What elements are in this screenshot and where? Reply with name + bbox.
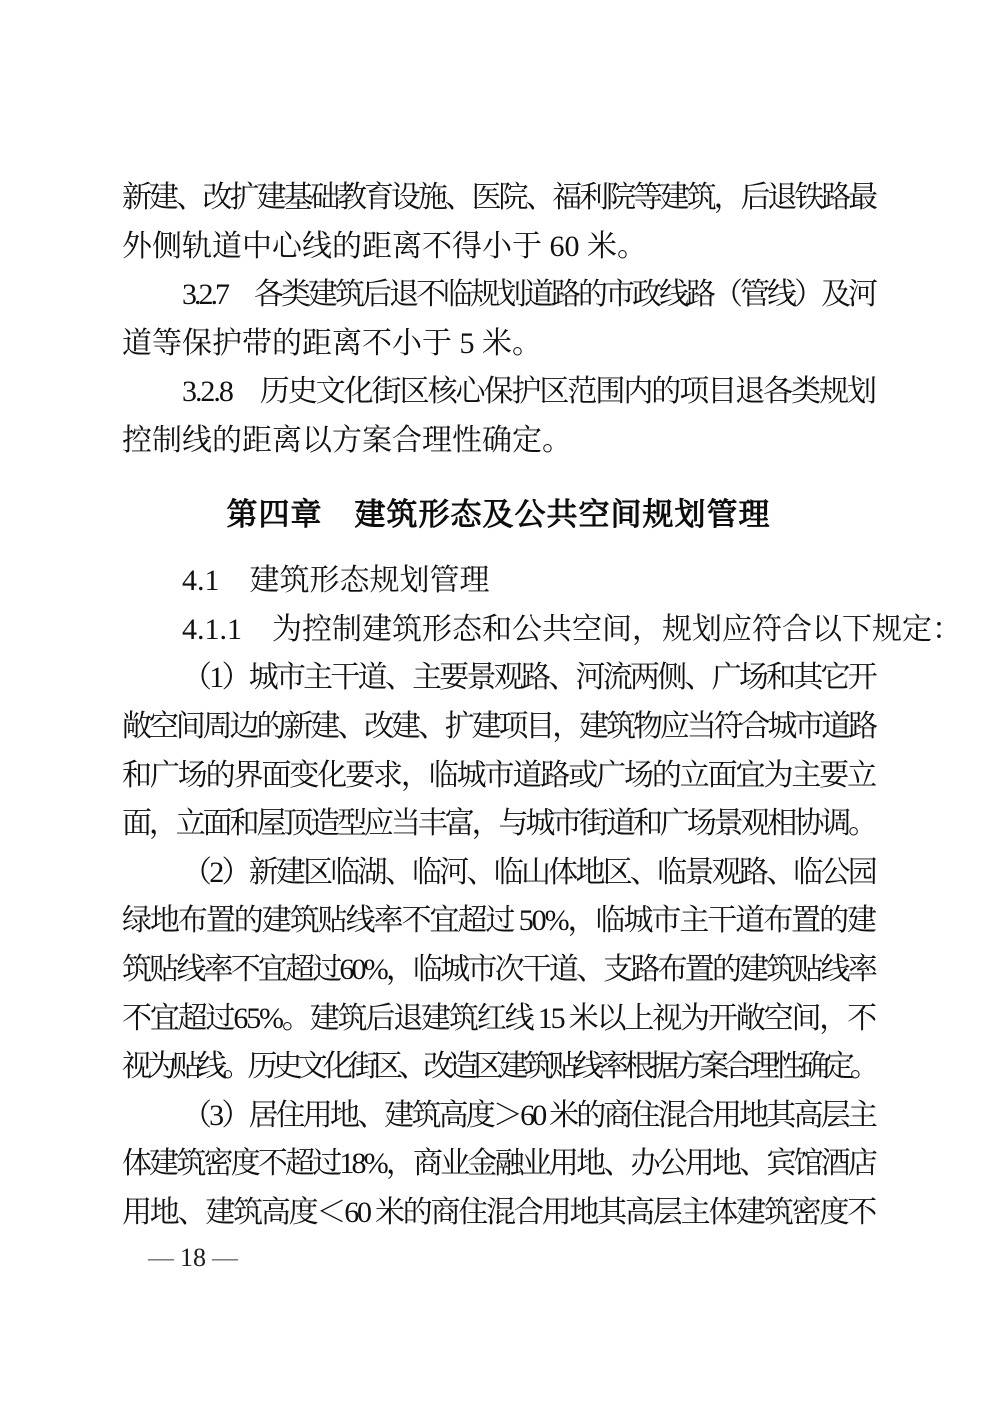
- text-line: 不宜超过65%。建筑后退建筑红线 15 米以上视为开敞空间，不: [122, 1001, 875, 1035]
- footer-left-dash: —: [148, 1243, 174, 1272]
- text-line: 控制线的距离以方案合理性确定。: [122, 423, 572, 457]
- text-line: 体建筑密度不超过18%，商业金融业用地、办公用地、宾馆酒店: [122, 1147, 875, 1181]
- paragraph: [122, 654, 875, 848]
- text-line: （2）新建区临湖、临河、临山体地区、临景观路、临公园: [182, 855, 875, 889]
- text-line: 用地、建筑高度＜60 米的商住混合用地其高层主体建筑密度不: [122, 1195, 875, 1229]
- paragraph: [122, 174, 875, 271]
- content-area: [122, 174, 962, 1237]
- paragraph: [122, 849, 875, 1092]
- text-line: 筑贴线率不宜超过60%，临城市次干道、支路布置的建筑贴线率: [122, 952, 875, 986]
- text-line: 和广场的界面变化要求，临城市道路或广场的立面宜为主要立: [122, 758, 875, 792]
- footer-right-dash: —: [212, 1243, 238, 1272]
- text-line: 绿地布置的建筑贴线率不宜超过 50%，临城市主干道布置的建: [122, 904, 875, 938]
- text-line: 4.1.1 为控制建筑形态和公共空间，规划应符合以下规定：: [182, 612, 962, 646]
- paragraph: [122, 271, 875, 368]
- text-line: 新建、改扩建基础教育设施、医院、福利院等建筑，后退铁路最: [122, 181, 875, 214]
- paragraph: [122, 1092, 875, 1238]
- text-line: 敞空间周边的新建、改建、扩建项目，建筑物应当符合城市道路: [122, 709, 875, 743]
- text-line: 视为贴线。历史文化街区、改造区建筑贴线率根据方案合理性确定。: [122, 1050, 875, 1084]
- paragraph: [122, 606, 962, 655]
- text-line: （1）城市主干道、主要景观路、河流两侧、广场和其它开: [182, 661, 875, 695]
- text-line: 道等保护带的距离不小于 5 米。: [122, 326, 542, 360]
- text-line: 3.2.8 历史文化街区核心保护区范围内的项目退各类规划: [182, 375, 875, 409]
- page-number: 18: [180, 1243, 206, 1272]
- text-line: 4.1 建筑形态规划管理: [182, 564, 490, 598]
- chapter-heading: 第四章 建筑形态及公共空间规划管理: [226, 496, 771, 532]
- text-line: 3.2.7 各类建筑后退不临规划道路的市政线路（管线）及河: [182, 278, 875, 312]
- text-line: 面，立面和屋顶造型应当丰富，与城市街道和广场景观相协调。: [122, 807, 875, 841]
- paragraph: [122, 368, 875, 465]
- text-line: 外侧轨道中心线的距离不得小于 60 米。: [122, 229, 647, 263]
- page-footer: [142, 1238, 244, 1278]
- paragraph: [122, 557, 875, 606]
- text-line: （3）居住用地、建筑高度＞60 米的商住混合用地其高层主: [182, 1098, 875, 1132]
